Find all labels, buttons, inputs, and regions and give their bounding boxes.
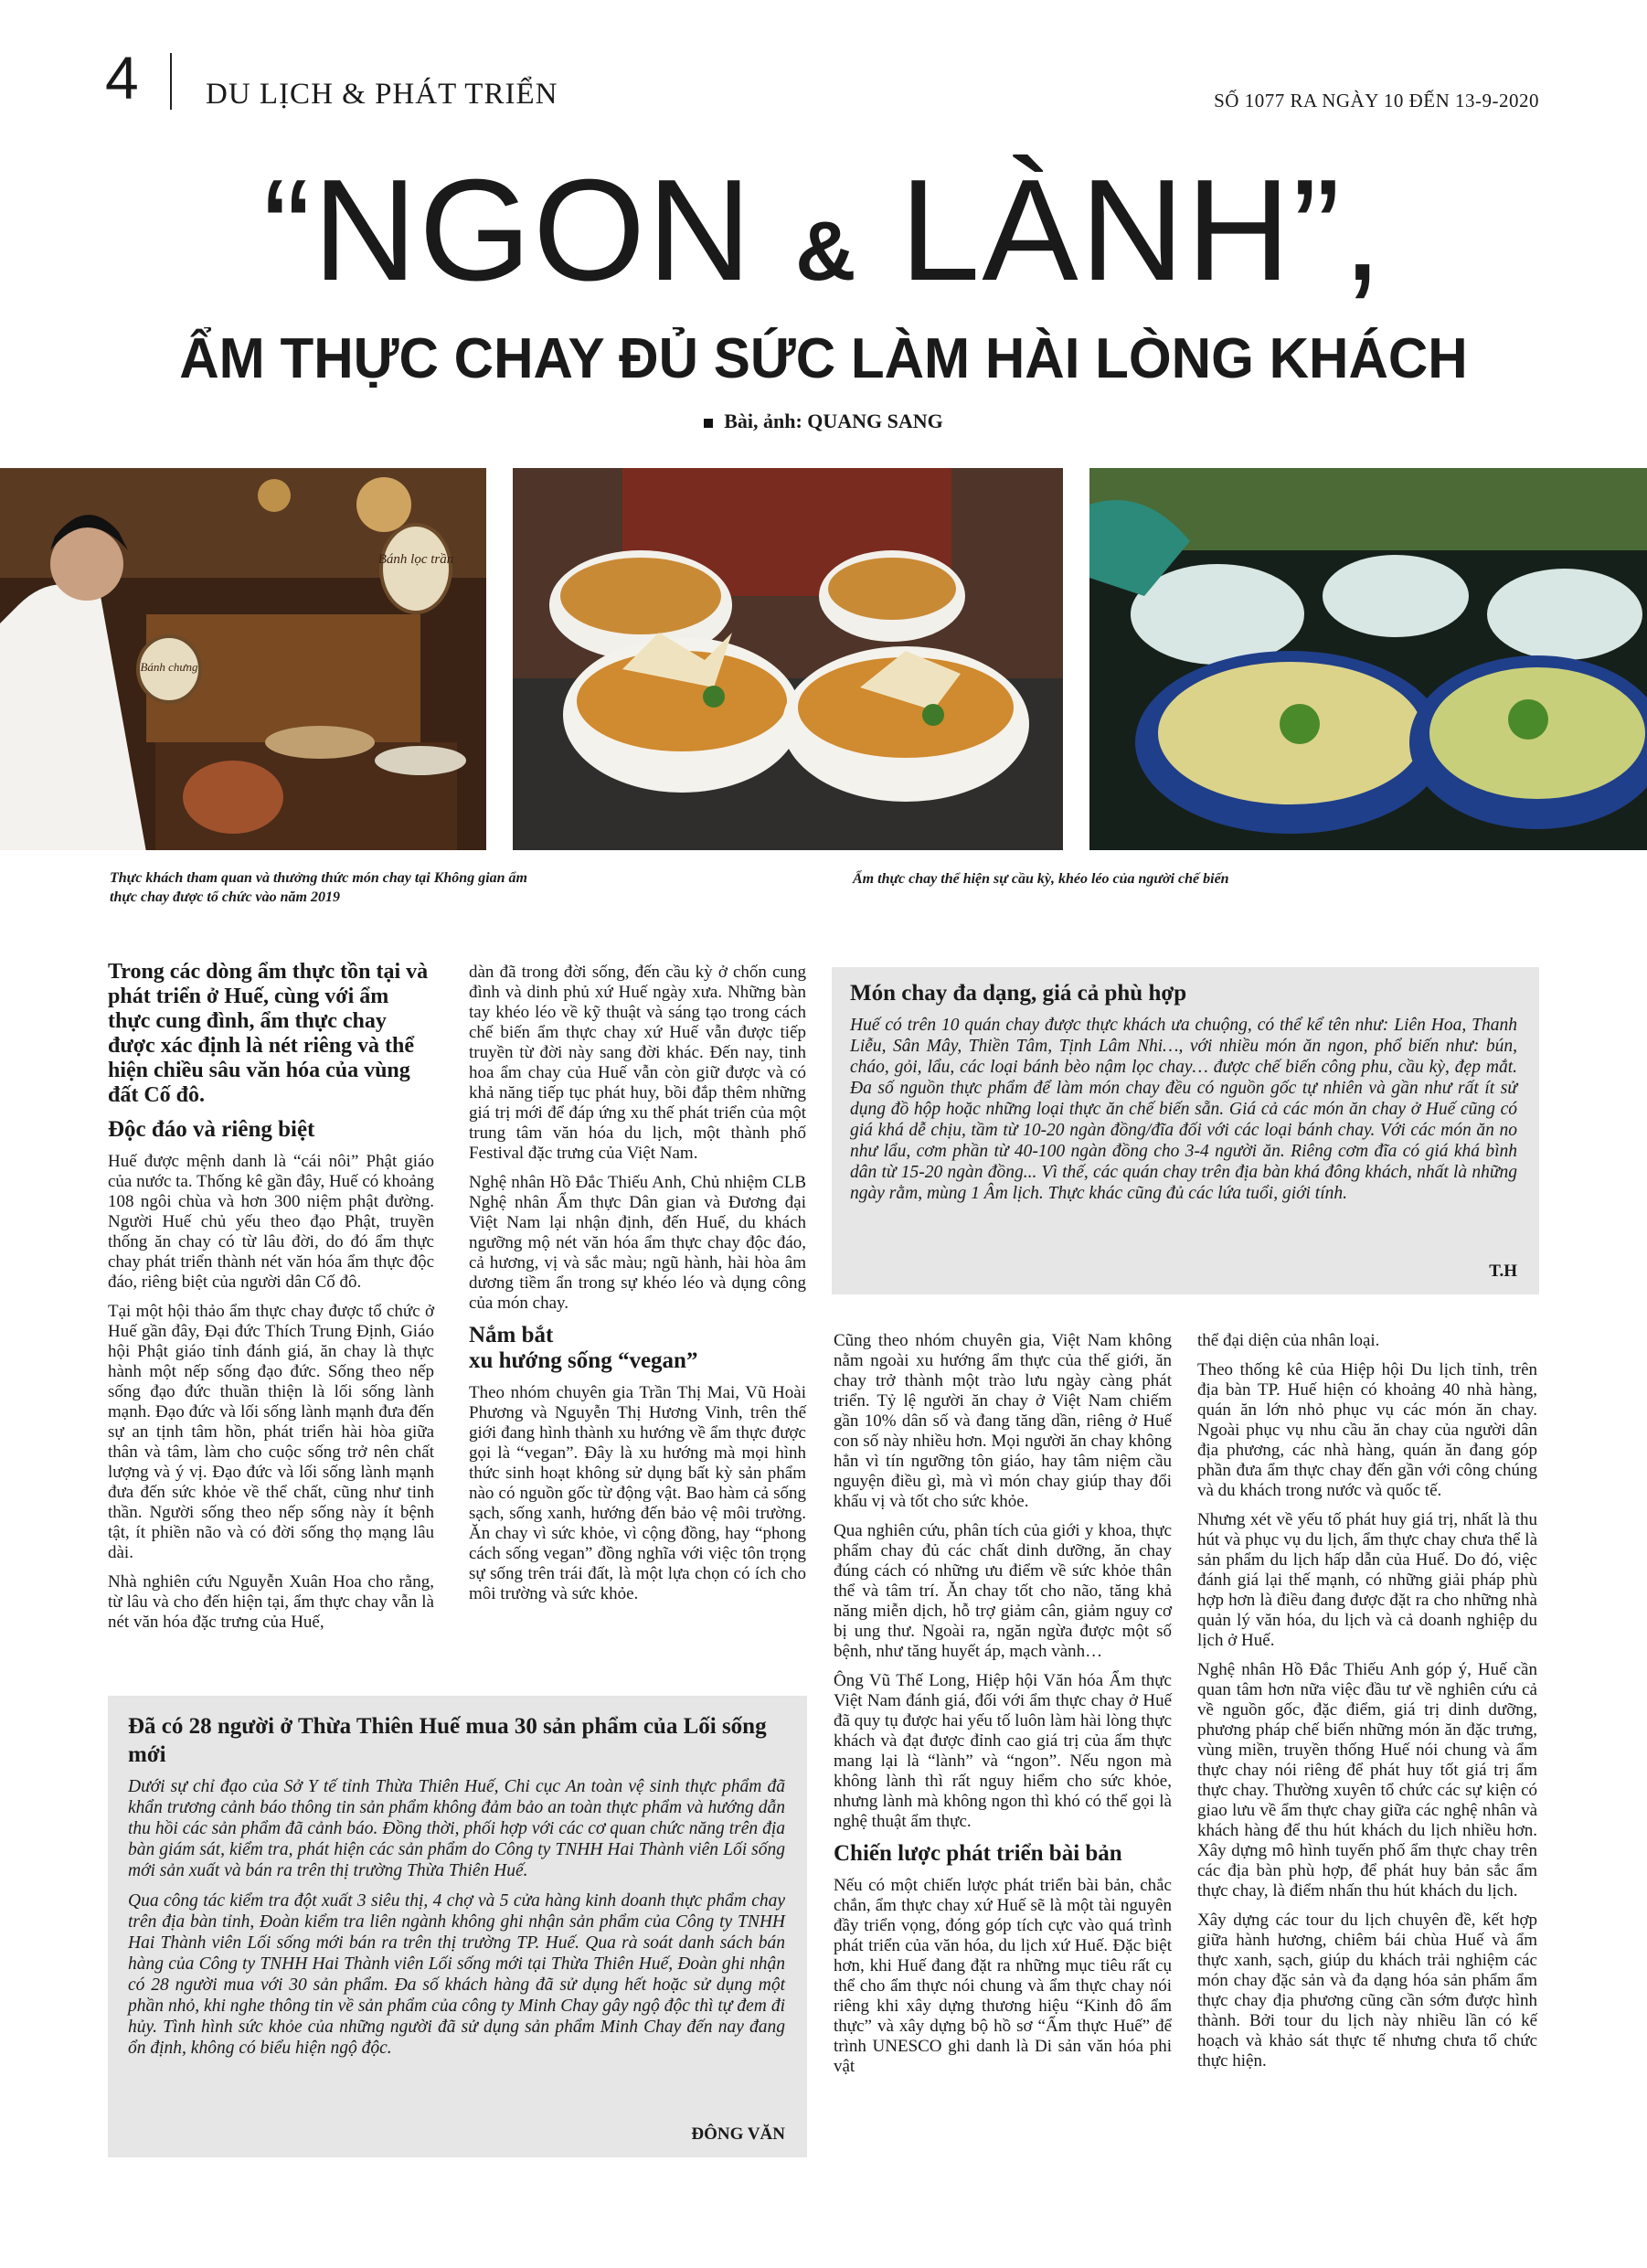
bullet-square-icon [704, 419, 713, 428]
paragraph: Dưới sự chỉ đạo của Sở Y tế tỉnh Thừa Thiên Huế, Chi cục An toàn vệ sinh thực phẩm đã khẩn trương cảnh báo thông tin sản phẩm không đảm bảo an toàn thực phẩm và hướng dẫn thu hồi các sản phẩm đã cảnh báo. Đồng thời, phối hợp với các cơ quan chức năng trên địa bàn giám sát, kiểm tra, phát hiện các sản phẩm do Công ty TNHH Hai Thành viên Lối sống mới sản xuất và bán ra trên thị trường Thừa Thiên Huế. [128, 1777, 785, 1880]
paragraph: thể đại diện của nhân loại. [1197, 1331, 1380, 1350]
paragraph: Nếu có một chiến lược phát triển bài bản, chắc chắn, ẩm thực chay xứ Huế sẽ là một tài nguyên đầy triển vọng, đóng góp tích cực vào quá trình phát triển của văn hóa, du lịch xứ Huế. Đặc biệt hơn, khi Huế đang đặt ra những mục tiêu rất cụ thể cho ẩm thực nói chung và ẩm thực chay nói riêng khi xây dựng thương hiệu “Kinh đô ẩm thực” và xây dựng bộ hồ sơ “Ẩm thực Huế” để trình UNESCO ghi danh là Di sản văn hóa phi vật [834, 1876, 1172, 2076]
paragraph: Qua công tác kiểm tra đột xuất 3 siêu thị, 4 chợ và 5 cửa hàng kinh doanh thực phẩm chay trên địa bàn tỉnh, Đoàn kiểm tra liên ngành không ghi nhận sản phẩm của Công ty TNHH Hai Thành viên Lối sống mới bán ra trên thị trường TP. Huế. Qua rà soát danh sách bán hàng của Công ty TNHH Hai Thành viên Lối sống mới tại Thừa Thiên Huế, Đoàn ghi nhận có 28 người mua với 30 sản phẩm. Đa số khách hàng đã sử dụng hết hoặc sử dụng một phần nhỏ, khi nghe thông tin về sản phẩm của công ty Minh Chay gây ngộ độc thì tự đem đi hủy. Tình hình sức khỏe của những người đã sử dụng sản phẩm Minh Chay đến nay đang ổn định, không có biểu hiện ngộ độc. [128, 1891, 785, 2058]
paragraph: Nhà nghiên cứu Nguyễn Xuân Hoa cho rằng, từ lâu và cho đến hiện tại, ẩm thực chay vẫn là nét văn hóa đặc trưng của Huế, [108, 1572, 434, 1632]
photo-caption-left: Thực khách tham quan và thưởng thức món chay tại Không gian ẩm thực chay được tổ chức vào năm 2019 [110, 870, 527, 905]
paragraph: Huế được mệnh danh là “cái nôi” Phật giáo của nước ta. Thống kê gần đây, Huế có khoảng 108 ngôi chùa và hơn 300 niệm phật đường. Người Huế chủ yếu theo đạo Phật, truyền thống ăn chay có từ lâu đời, do đó ẩm thực chay phát triển thành nét văn hóa ẩm thực độc đáo, riêng biệt của người dân Cố đô. [108, 1152, 434, 1292]
photo-food-stall-drawing [0, 468, 486, 850]
photo-vegetarian-bowls [513, 468, 1063, 850]
photo-noodle-bowls [1089, 468, 1647, 850]
paragraph: Nghệ nhân Hồ Đắc Thiếu Anh, Chủ nhiệm CLB Nghệ nhân Ẩm thực Dân gian và Đương đại Việt Nam lại nhận định, đến Huế, du khách ngưỡng mộ nét văn hóa ẩm thực chay độc đáo, cả hương, vị và sắc màu; ngũ hành, hài hòa âm dương tiềm ẩn trong sự khéo léo và dụng công của món chay. [469, 1173, 806, 1313]
box-bottom-signature: ĐÔNG VĂN [691, 2124, 785, 2144]
article-lead: Trong các dòng ẩm thực tồn tại và phát triển ở Huế, cùng với ẩm thực cung đình, ẩm thực chay được xác định là nét riêng và thể hiện chiều sâu văn hóa của vùng đất Cố đô. [108, 960, 429, 1107]
article-column-3 [834, 1331, 1172, 2086]
photo-bowls-drawing [513, 468, 1063, 850]
headline-part2: LÀNH”, [857, 150, 1385, 311]
sidebar-box-mon-chay [832, 967, 1539, 1294]
photo-noodles-drawing [1089, 468, 1647, 850]
article-column-1 [108, 960, 434, 1642]
sidebar-box-signature: T.H [1489, 1262, 1517, 1281]
sign-banh-chung: Bánh chưng [140, 660, 198, 674]
sidebar-box-loi-song-moi [108, 1696, 807, 2157]
heading-vegan [469, 1323, 806, 1374]
paragraph: Theo thống kê của Hiệp hội Du lịch tỉnh, trên địa bàn TP. Huế hiện có khoảng 40 nhà hàng, quán ăn lớn nhỏ phục vụ các món ăn chay. Ngoài phục vụ nhu cầu ăn chay của người dân địa phương, các nhà hàng, quán ăn đang góp phần đưa ẩm thực chay đến gần với công chúng và du khách trong nước và quốc tế. [1197, 1360, 1537, 1500]
subheadline: ẨM THỰC CHAY ĐỦ SỨC LÀM HÀI LÒNG KHÁCH [179, 327, 1468, 390]
paragraph: Cũng theo nhóm chuyên gia, Việt Nam không nằm ngoài xu hướng ẩm thực của thế giới, ăn chay trở thành một trào lưu ngày càng phát triển. Tỷ lệ người ăn chay ở Việt Nam chiếm gần 10% dân số và đang tăng dần, riêng ở Huế con số này nhiều hơn. Mọi người ăn chay không hẳn vì tín ngưỡng tôn giáo, hay tâm niệm cầu nguyện điều gì, mà vì món chay giúp thay đổi khẩu vị và tốt cho sức khỏe. [834, 1331, 1172, 1511]
article-column-4 [1197, 1331, 1537, 2081]
headline-ampersand: & [795, 205, 858, 298]
paragraph: dàn đã trong đời sống, đến cầu kỳ ở chốn cung đình và dinh phủ xứ Huế ngày xưa. Những bàn tay khéo léo về kỹ thuật và sáng tạo trong cách chế biến ẩm thực chay xứ Huế vẫn được tiếp truyền từ đời này sang đời khác. Đến nay, tinh hoa ẩm chay của Huế vẫn còn giữ được và có khả năng tiếp tục phát huy, bồi đắp thêm những giá trị mới để đáp ứng xu thế phát triển của một trung tâm văn hóa du lịch, một thành phố Festival đặc trưng của Việt Nam. [469, 963, 806, 1163]
article-column-2 [469, 963, 806, 1613]
sidebar-box-text: Huế có trên 10 quán chay được thực khách ưa chuộng, có thể kể tên như: Liên Hoa, Thanh Liễu, Sân Mây, Thiền Tâm, Tịnh Lâm Nhi…, với nhiều món ăn ngon, phổ biến như: bún, cháo, gỏi, lẩu, các loại bánh bèo nậm lọc chay… được chế biến công phu, cầu kỳ, đẹp mắt. Đa số nguồn thực phẩm để làm món chay đều có nguồn gốc tự nhiên và gần như rất ít sử dụng đồ hộp hoặc những loại thực ăn chế biến sẵn. Giá cả các món ăn chay ở Huế cũng có giá khá dễ chịu, tầm từ 10-20 ngàn đồng/đĩa đối với các loại bánh chay. Với các món ăn no như lẩu, cơm phần từ 40-100 ngàn đồng cho 3-4 người ăn. Riêng cơm đĩa có giá khá bình dân từ 15-20 ngàn đồng... Vì thế, các quán chay trên địa bàn khá đông khách, nhất là những ngày rằm, mùng 1 Âm lịch. Thực khác cũng đủ các lứa tuổi, giới tính. [850, 1016, 1517, 1203]
byline-text: Bài, ảnh: QUANG SANG [724, 410, 943, 432]
heading-chien-luoc: Chiến lược phát triển bài bản [834, 1841, 1122, 1866]
page-number: 4 [105, 44, 139, 112]
paragraph: Ông Vũ Thế Long, Hiệp hội Văn hóa Ẩm thực Việt Nam đánh giá, đối với ẩm thực chay ở Huế đã quy tụ được hai yếu tố luôn làm hài lòng thực khách và đạt được đỉnh cao giá trị của ẩm thực mang lại là “lành” và “ngon”. Nếu ngon mà không lành thì rất nguy hiểm cho sức khỏe, nhưng lành mà không ngon thì khó có thể gọi là nghệ thuật ẩm thực. [834, 1671, 1172, 1831]
headline-part1: “NGON [262, 150, 796, 311]
byline [0, 410, 1647, 433]
sidebar-box-title: Món chay đa dạng, giá cả phù hợp [850, 981, 1187, 1006]
photo-caption-right: Ẩm thực chay thể hiện sự cầu kỳ, khéo léo của người chế biến [853, 871, 1229, 887]
issue-date: SỐ 1077 RA NGÀY 10 ĐẾN 13-9-2020 [1214, 90, 1539, 112]
header-divider [170, 53, 172, 110]
sign-banh-loc: Bánh lọc trần [377, 552, 454, 567]
paragraph: Xây dựng các tour du lịch chuyên đề, kết hợp giữa hành hương, chiêm bái chùa Huế và ẩm thực xanh, sạch, giúp du khách trải nghiệm các món chay đặc sản và đa dạng hóa sản phẩm ẩm thực chay địa phương cũng cần sớm được hình thành. Bởi tour du lịch này nhiều lần có kế hoạch và khảo sát thực tế nhưng chưa tổ chức thực hiện. [1197, 1911, 1537, 2071]
heading-doc-dao: Độc đáo và riêng biệt [108, 1117, 315, 1142]
paragraph: Tại một hội thảo ẩm thực chay được tổ chức ở Huế gần đây, Đại đức Thích Trung Định, Giáo hội Phật giáo tỉnh đánh giá, ăn chay là thực hành một nếp sống đạo đức. Sống theo nếp sống đạo đức thuần thiện là lối sống lành mạnh. Đạo đức và lối sống lành mạnh đưa đến sự an tịnh tâm hồn, phát triển hài hòa giữa thân và tâm, làm cho cuộc sống trở nên chất lượng và ý vị. Đạo đức và lối sống lành mạnh đưa đến sức khỏe về thể chất, cũng như tinh thần. Người sống theo nếp sống này ít bệnh tật, ít phiền não và có đời sống thọ mạng lâu dài. [108, 1302, 434, 1562]
box-bottom-title: Đã có 28 người ở Thừa Thiên Huế mua 30 sản phẩm của Lối sống mới [128, 1714, 767, 1767]
box-bottom-text [128, 1776, 785, 2059]
paragraph: Theo nhóm chuyên gia Trần Thị Mai, Vũ Hoài Phương và Nguyễn Thị Hương Vinh, trên thế giới đang hình thành xu hướng về ẩm thực được gọi là “vegan”. Đây là xu hướng mà mọi hình thức sinh hoạt không sử dụng bất kỳ sản phẩm nào có nguồn gốc từ động vật. Bao hàm cả sống sạch, sống xanh, hướng đến bảo vệ môi trường. Ăn chay vì sức khỏe, vì cộng đồng, hay “phong cách sống vegan” đồng nghĩa với việc tôn trọng sự sống trên trái đất, là một lựa chọn có ích cho môi trường và sức khỏe. [469, 1383, 806, 1603]
paragraph: Nhưng xét về yếu tố phát huy giá trị, nhất là thu hút và phục vụ du lịch, ẩm thực chay chưa thể là sản phẩm du lịch hấp dẫn của Huế. Do đó, việc đánh giá lại thế mạnh, có những giải pháp phù hợp hơn là điều đang được đặt ra cho những nhà quản lý văn hóa, du lịch và cả doanh nghiệp du lịch ở Huế. [1197, 1510, 1537, 1650]
section-title: DU LỊCH & PHÁT TRIỂN [206, 78, 558, 111]
heading-vegan-line2: xu hướng sống “vegan” [469, 1348, 698, 1373]
paragraph: Qua nghiên cứu, phân tích của giới y khoa, thực phẩm chay đủ các chất dinh dưỡng, ăn chay đúng cách có những ưu điểm về sức khỏe thân thể và tâm trí. Ăn chay tốt cho não, tăng khả năng miễn dịch, hỗ trợ giảm cân, giảm nguy cơ bị ung thư. Ngoài ra, ngăn ngừa được một số bệnh, như tăng huyết áp, mạch vành… [834, 1521, 1172, 1661]
heading-vegan-line1: Nắm bắt [469, 1323, 554, 1347]
headline [0, 150, 1647, 325]
paragraph: Nghệ nhân Hồ Đắc Thiếu Anh góp ý, Huế cần quan tâm hơn nữa việc đầu tư về nghiên cứu cả về nguồn gốc, đặc điểm, giá trị dinh dưỡng, phương pháp chế biến những món ăn đặc trưng, vùng miền, truyền thống Huế nói chung và ẩm thực chay nói riêng để phát huy tốt giá trị ẩm thực chay. Thường xuyên tổ chức các sự kiện có giao lưu về ẩm thực chay giữa các nghệ nhân và khách hàng để thu hút khách du lịch nhiều hơn. Xây dựng mô hình tuyến phố ẩm thực chay trên các địa bàn phù hợp, để phát huy bản sắc ẩm thực chay, là điểm nhấn thu hút khách du lịch. [1197, 1660, 1537, 1901]
photo-food-stall [0, 468, 486, 850]
